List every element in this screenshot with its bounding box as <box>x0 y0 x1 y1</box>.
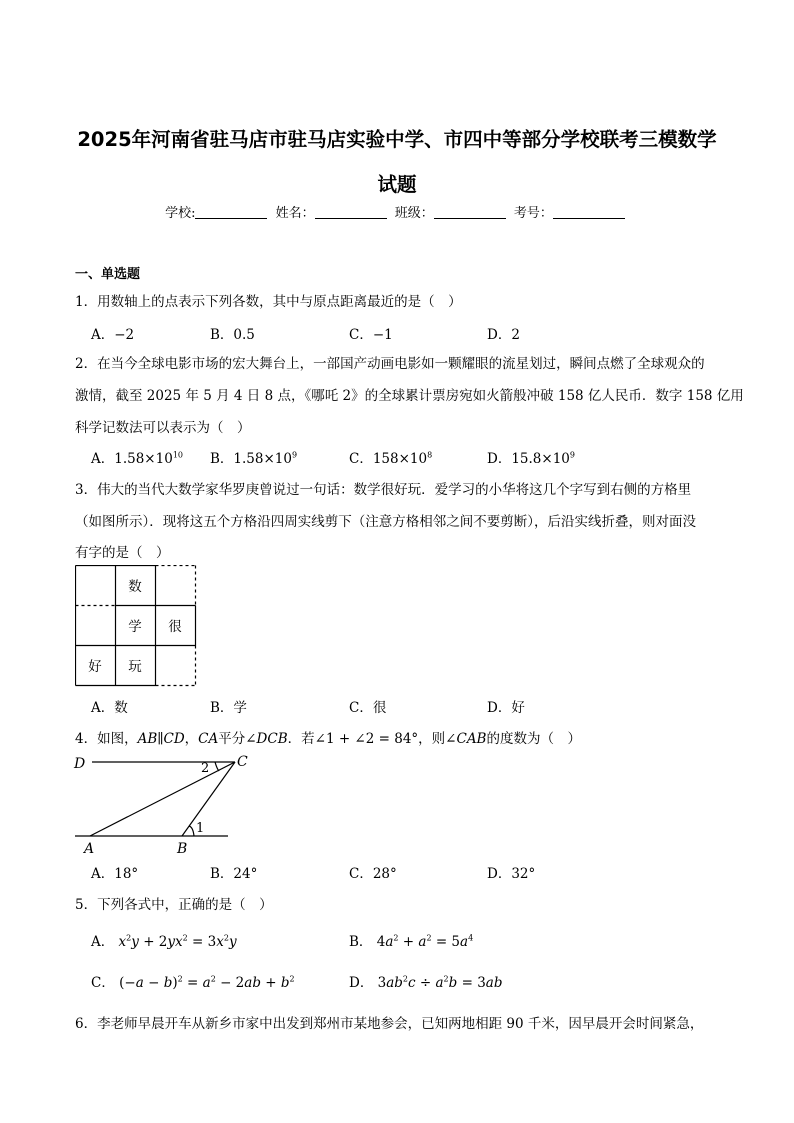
q3-line3: 有字的是（ ） <box>75 545 170 561</box>
q3-option-d: D．好 <box>487 700 525 716</box>
name-blank[interactable] <box>315 205 387 219</box>
class-label: 班级： <box>394 206 434 221</box>
q3-line1: 3．伟大的当代大数学家华罗庚曾说过一句话：数学很好玩．爱学习的小华将这几个字写到右侧的方格里 <box>75 482 692 498</box>
q1-option-a: A．−2 <box>91 327 135 343</box>
label-angle-2: 2 <box>201 761 210 776</box>
document-title-line2: 试题 <box>377 173 417 196</box>
q4-option-c: C．28° <box>349 866 397 882</box>
cube-net-grid <box>75 565 195 685</box>
parallel-lines-figure <box>70 752 270 862</box>
q4-stem: 4．如图，AB∥CD，CA平分∠DCB．若∠1 + ∠2 = 84°，则∠CAB的度数为（ ） <box>75 731 581 747</box>
q2-line1: 2．在当今全球电影市场的宏大舞台上，一部国产动画电影如一颗耀眼的流星划过，瞬间点燃了全球观众的 <box>75 356 705 372</box>
q2-option-d: D．$15.8\times 10^9$ <box>487 450 575 467</box>
q2-option-b: B．$1.58\times 10^9$ <box>210 450 298 467</box>
segment-ac <box>90 762 235 836</box>
q5-option-b: B． $4a^2 + a^2 = 5a^4$ <box>349 933 474 950</box>
name-label: 姓名： <box>275 206 315 221</box>
q3-option-b: B．学 <box>210 700 247 716</box>
q3-line2: （如图所示）．现将这五个方格沿四周实线剪下（注意方格相邻之间不要剪断），后沿实线折叠，则对面没 <box>75 514 696 530</box>
number-blank[interactable] <box>553 205 625 219</box>
student-info-row <box>0 202 794 221</box>
grid-cell-hen: 很 <box>168 619 182 635</box>
q3-option-a: A．数 <box>91 700 128 716</box>
label-a: A <box>84 841 95 857</box>
label-b: B <box>177 841 188 857</box>
label-c: C <box>237 754 248 770</box>
section-heading: 一、单选题 <box>75 267 141 282</box>
label-d: D <box>74 756 86 772</box>
number-label: 考号： <box>513 206 553 221</box>
q2-option-c: C．$158\times 10^8$ <box>349 450 433 467</box>
q5-option-a: A． $x^2y + 2yx^2 = 3x^2y$ <box>91 933 237 950</box>
grid-cell-hao: 好 <box>88 659 102 675</box>
q2-line3: 科学记数法可以表示为（ ） <box>75 420 251 436</box>
q5-stem: 5．下列各式中，正确的是（ ） <box>75 897 273 913</box>
q1-stem: 1．用数轴上的点表示下列各数，其中与原点距离最近的是（ ） <box>75 294 462 310</box>
q5-option-c: C． $(-a - b)^2 = a^2 - 2ab + b^2$ <box>91 974 295 991</box>
q4-option-a: A．18° <box>91 866 139 882</box>
q2-line2: 激情，截至 2025 年 5 月 4 日 8 点，《哪吒 2》的全球累计票房宛如火箭般冲破 158 亿人民币．数字 158 亿用 <box>75 388 744 404</box>
school-label: 学校: <box>165 206 196 221</box>
q2-option-a: A．$1.58\times 10^{10}$ <box>91 450 183 467</box>
angle-2-arc <box>215 762 219 771</box>
q5-option-d: D． $3ab^2c \div a^2b = 3ab$ <box>349 974 503 991</box>
q6-line1: 6．李老师早晨开车从新乡市家中出发到郑州市某地参会，已知两地相距 90 千米，因早晨开会时间紧急， <box>75 1016 704 1032</box>
q4-option-d: D．32° <box>487 866 536 882</box>
q3-option-c: C．很 <box>349 700 387 716</box>
grid-cell-wan: 玩 <box>128 659 142 675</box>
q1-option-c: C．−1 <box>349 327 393 343</box>
q1-option-d: D．2 <box>487 327 520 343</box>
school-blank[interactable] <box>195 205 267 219</box>
angle-1-arc <box>189 826 194 836</box>
q1-option-b: B．0.5 <box>210 327 255 343</box>
document-title-line1: 2025年河南省驻马店市驻马店实验中学、市四中等部分学校联考三模数学 <box>77 128 717 151</box>
class-blank[interactable] <box>434 205 506 219</box>
grid-cell-shu: 数 <box>128 579 142 595</box>
q4-option-b: B．24° <box>210 866 258 882</box>
label-angle-1: 1 <box>196 821 205 836</box>
grid-cell-xue: 学 <box>128 619 142 635</box>
